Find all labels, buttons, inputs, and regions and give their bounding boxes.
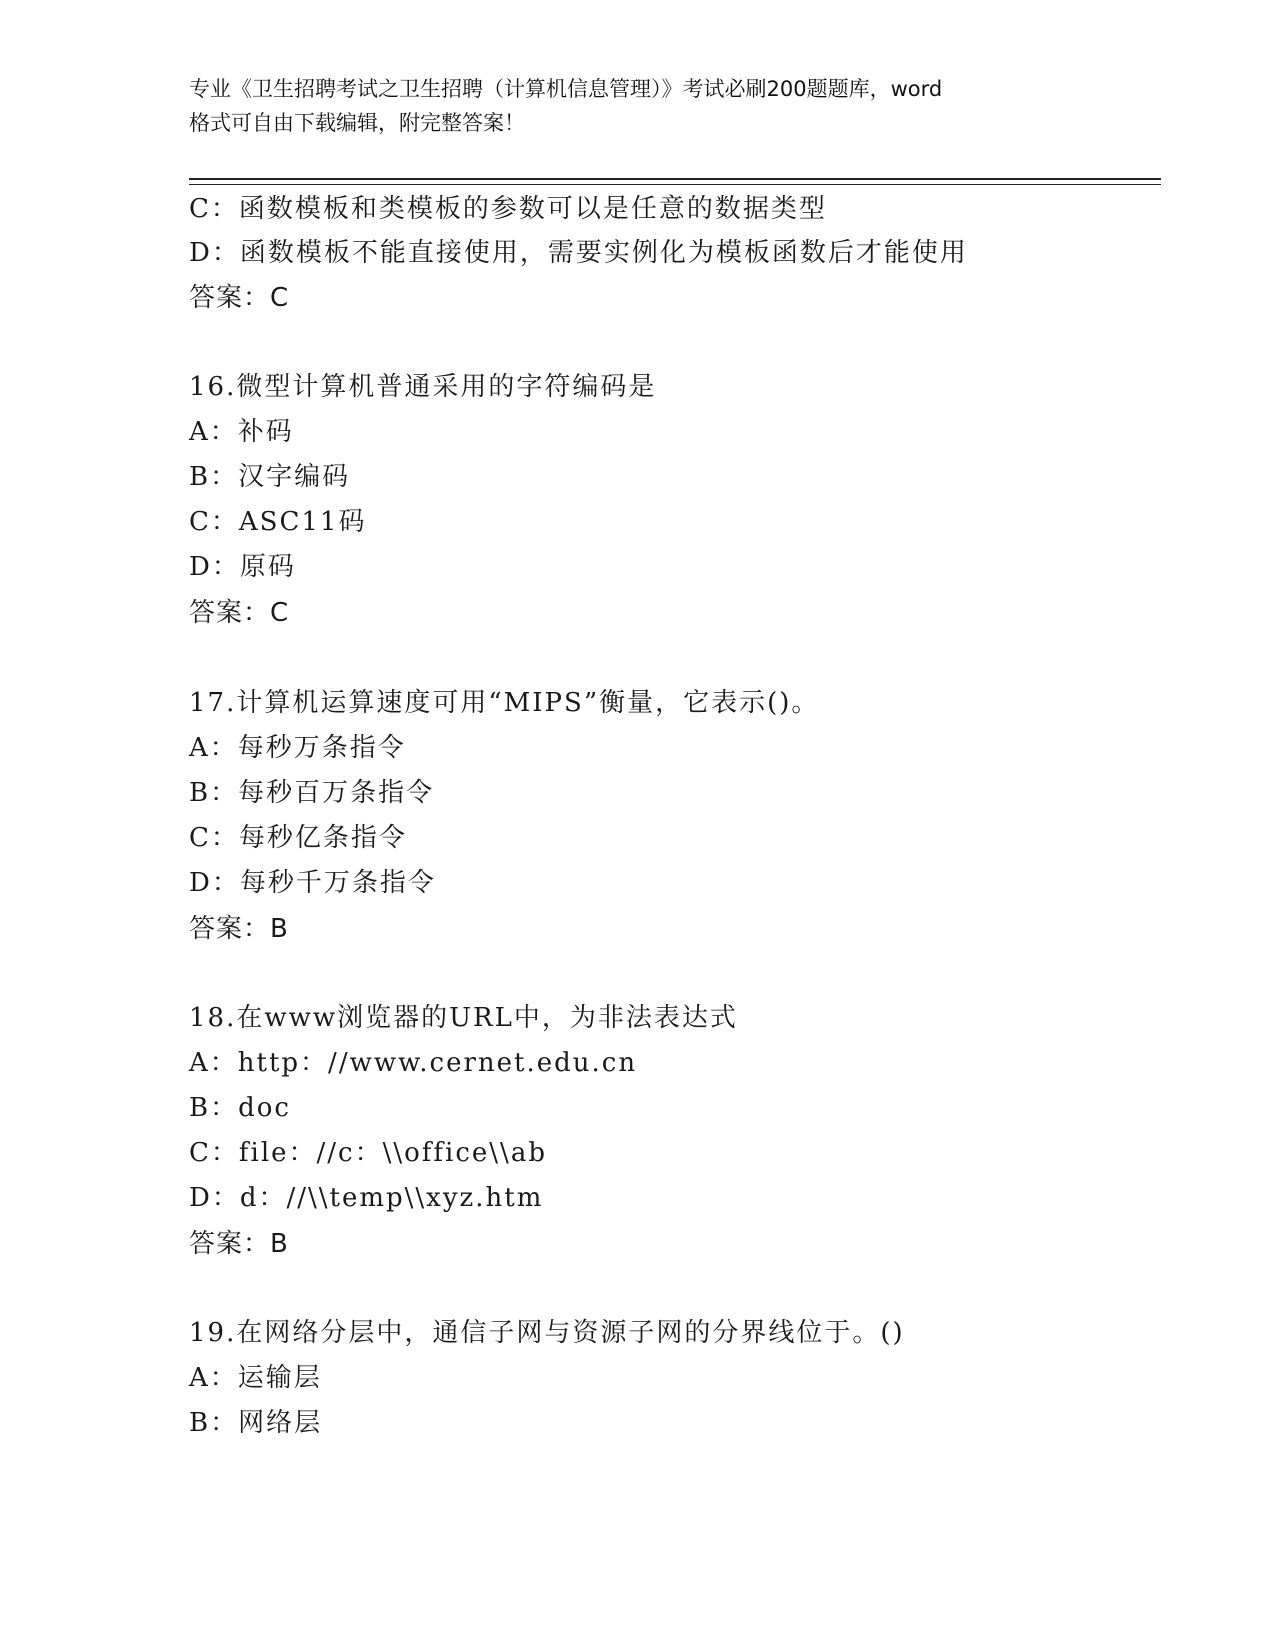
- q18-option-b: B：doc: [189, 1093, 291, 1123]
- q15-answer: 答案：C: [189, 283, 290, 313]
- q15-option-d: D：函数模板不能直接使用，需要实例化为模板函数后才能使用: [189, 238, 968, 268]
- header-line-2: 格式可自由下载编辑，附完整答案！: [189, 111, 525, 135]
- q16-option-b: B：汉字编码: [189, 462, 351, 492]
- q18-question: 18.在www浏览器的URL中，为非法表达式: [189, 1003, 738, 1033]
- header-divider-thin: [189, 184, 1161, 185]
- q16-answer: 答案：C: [189, 598, 290, 628]
- q17-option-d: D：每秒千万条指令: [189, 868, 436, 898]
- q19-option-b: B：网络层: [189, 1408, 323, 1438]
- q17-option-b: B：每秒百万条指令: [189, 778, 435, 808]
- q17-option-a: A：每秒万条指令: [189, 733, 406, 763]
- q19-option-a: A：运输层: [189, 1363, 322, 1393]
- q16-option-d: D：原码: [189, 552, 296, 582]
- document-header: [189, 72, 1089, 140]
- header-line-1: 专业《卫生招聘考试之卫生招聘（计算机信息管理）》考试必刷200题题库，word: [189, 77, 943, 101]
- q17-question: 17.计算机运算速度可用“MIPS”衡量，它表示()。: [189, 688, 820, 718]
- q19-question: 19.在网络分层中，通信子网与资源子网的分界线位于。(): [189, 1318, 905, 1348]
- q16-question: 16.微型计算机普通采用的字符编码是: [189, 372, 657, 402]
- q16-option-a: A：补码: [189, 417, 294, 447]
- q18-option-a: A：http：//www.cernet.edu.cn: [189, 1048, 638, 1078]
- q18-option-d: D：d：//\\temp\\xyz.htm: [189, 1183, 544, 1213]
- q15-option-c: C：函数模板和类模板的参数可以是任意的数据类型: [189, 194, 827, 224]
- q17-option-c: C：每秒亿条指令: [189, 823, 407, 853]
- q18-option-c: C：file：//c：\\office\\ab: [189, 1138, 547, 1168]
- q17-answer: 答案：B: [189, 914, 289, 944]
- header-divider-thick: [189, 178, 1161, 180]
- q18-answer: 答案：B: [189, 1229, 289, 1259]
- q16-option-c: C：ASC11码: [189, 507, 367, 537]
